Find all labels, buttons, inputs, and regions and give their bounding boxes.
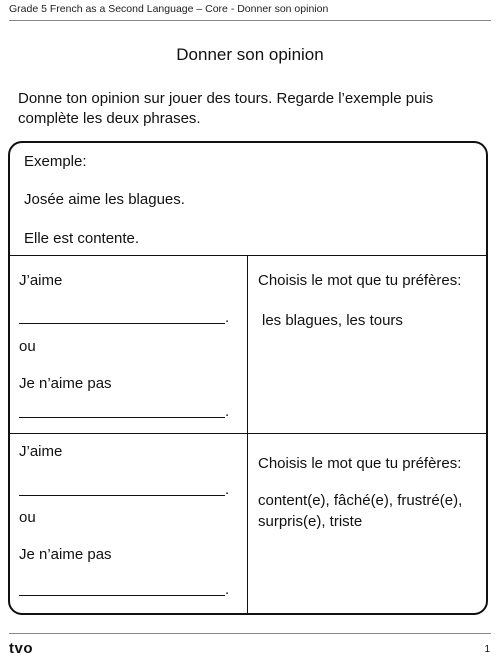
- page-number: 1: [484, 644, 490, 655]
- example-label: Exemple:: [24, 153, 87, 170]
- choice-prompt: Choisis le mot que tu préfères:: [258, 272, 462, 289]
- instructions: Donne ton opinion sur jouer des tours. Regarde l’exemple puis complète les deux phrases.: [18, 90, 434, 127]
- answer-row-1: [10, 255, 486, 434]
- word-choice-cell: [248, 255, 486, 433]
- ou-label: ou: [19, 338, 36, 355]
- example-sentence-2: Elle est contente.: [24, 230, 140, 247]
- example-box: [10, 143, 486, 256]
- word-choice-cell: [248, 433, 486, 615]
- answer-cell-left: [10, 255, 248, 433]
- answer-row-2: [10, 433, 486, 615]
- answer-blank-like[interactable]: [19, 323, 225, 324]
- jenaimepas-label: Je n’aime pas: [19, 546, 112, 563]
- header-text: Grade 5 French as a Second Language – Core - Donner son opinion: [9, 3, 329, 15]
- worksheet-box: [8, 141, 488, 615]
- answer-blank-like[interactable]: [19, 495, 225, 496]
- period: .: [225, 309, 230, 326]
- answer-blank-dislike[interactable]: [19, 417, 225, 418]
- example-sentence-1: Josée aime les blagues.: [24, 191, 185, 208]
- tvo-logo: tvo: [9, 640, 33, 657]
- choice-prompt: Choisis le mot que tu préfères:: [258, 455, 462, 472]
- jaime-label: J’aime: [19, 272, 63, 289]
- choice-options: content(e), fâché(e), frustré(e), surpris(e), triste: [258, 492, 463, 530]
- footer-divider: [9, 633, 491, 634]
- answer-cell-left: [10, 433, 248, 615]
- jaime-label: J’aime: [19, 443, 63, 460]
- jenaimepas-label: Je n’aime pas: [19, 375, 112, 392]
- period: .: [225, 581, 230, 598]
- answer-blank-dislike[interactable]: [19, 595, 225, 596]
- period: .: [225, 403, 230, 420]
- choice-options: les blagues, les tours: [262, 312, 403, 329]
- header-divider: [9, 20, 491, 21]
- ou-label: ou: [19, 509, 36, 526]
- period: .: [225, 481, 230, 498]
- page-title: Donner son opinion: [176, 45, 324, 64]
